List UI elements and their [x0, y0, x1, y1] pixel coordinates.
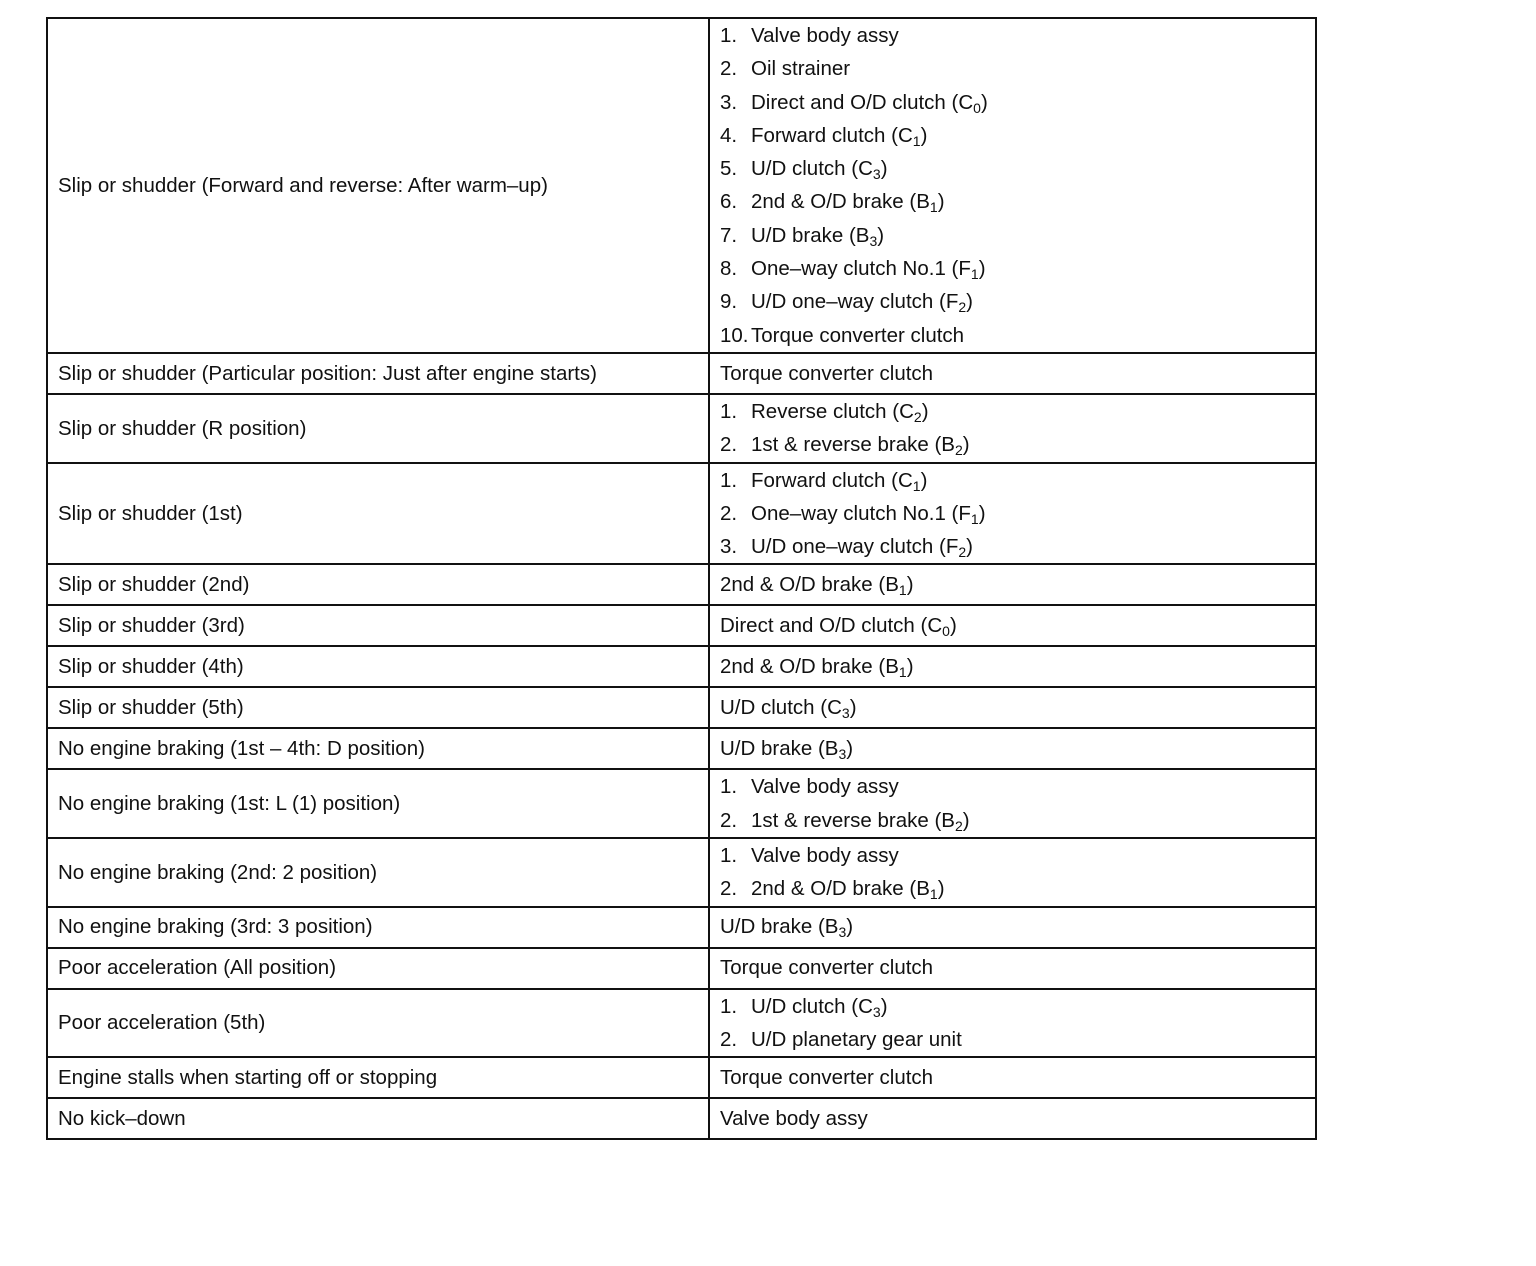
- part-paren: ): [880, 994, 888, 1018]
- symptom-cell: No engine braking (3rd: 3 position): [47, 907, 709, 948]
- part-subscript: 0: [973, 99, 981, 116]
- part-subscript: 3: [872, 1003, 881, 1020]
- part-item: [720, 650, 1315, 683]
- suspected-part-cell: [709, 687, 1316, 728]
- part-paren: ): [937, 877, 945, 901]
- suspected-part-cell: [709, 18, 1316, 353]
- part-number: 1.: [720, 994, 738, 1018]
- part-paren: ): [978, 501, 986, 525]
- part-paren: ): [846, 915, 854, 939]
- part-paren: ): [966, 290, 973, 314]
- part-number: 8.: [720, 257, 738, 281]
- part-name: Valve body assy: [751, 24, 899, 47]
- table-row: [47, 907, 1316, 948]
- part-name: Direct and O/D clutch (C: [720, 614, 943, 638]
- part-number: 2.: [720, 808, 738, 832]
- part-subscript: 1: [898, 582, 907, 599]
- part-item: [720, 285, 1315, 318]
- part-number: 1.: [720, 844, 738, 868]
- part-name: One–way clutch No.1 (F: [751, 257, 971, 281]
- suspected-part-cell: [709, 394, 1316, 463]
- table-row: [47, 353, 1316, 394]
- part-number: 1.: [720, 775, 738, 799]
- suspected-part-cell: [709, 1098, 1316, 1139]
- part-item: [720, 910, 1315, 943]
- part-subscript: 1: [912, 132, 921, 149]
- part-subscript: 3: [872, 166, 881, 183]
- part-paren: ): [846, 737, 854, 761]
- part-name: U/D planetary gear unit: [751, 1027, 962, 1051]
- part-name: 2nd & O/D brake (B: [720, 655, 899, 679]
- part-paren: ): [921, 399, 929, 423]
- part-item: [720, 804, 1315, 837]
- part-number: 1.: [720, 24, 738, 47]
- symptom-cell: Slip or shudder (R position): [47, 394, 709, 463]
- table-row: [47, 948, 1316, 989]
- part-number: 10.: [720, 323, 749, 347]
- part-item: [720, 464, 1315, 497]
- part-subscript: 1: [912, 477, 921, 494]
- suspected-part-cell: [709, 605, 1316, 646]
- part-paren: ): [962, 808, 970, 832]
- part-item: [720, 119, 1315, 152]
- part-name: Forward clutch (C: [751, 468, 913, 492]
- suspected-part-cell: [709, 838, 1316, 907]
- part-name: U/D clutch (C: [751, 157, 873, 181]
- part-number: 5.: [720, 157, 738, 181]
- part-name: Torque converter clutch: [720, 361, 934, 385]
- symptom-cell: Slip or shudder (1st): [47, 463, 709, 565]
- suspected-part-cell: [709, 769, 1316, 838]
- symptom-cell: No engine braking (1st: L (1) position): [47, 769, 709, 838]
- part-number: 1.: [720, 399, 738, 423]
- part-paren: ): [849, 696, 857, 720]
- table-row: [47, 769, 1316, 838]
- part-number: 9.: [720, 290, 738, 314]
- table-row: [47, 1098, 1316, 1139]
- suspected-part-cell: [709, 353, 1316, 394]
- part-subscript: 1: [898, 664, 907, 681]
- part-subscript: 2: [954, 442, 963, 459]
- part-number: 2.: [720, 501, 738, 525]
- symptom-cell: Slip or shudder (3rd): [47, 605, 709, 646]
- part-name: 1st & reverse brake (B: [751, 808, 955, 832]
- part-name: Torque converter clutch: [720, 956, 934, 980]
- table-row: [47, 646, 1316, 687]
- part-name: Reverse clutch (C: [751, 399, 914, 423]
- symptom-cell: No kick–down: [47, 1098, 709, 1139]
- part-item: [720, 691, 1315, 724]
- symptom-cell: No engine braking (1st – 4th: D position): [47, 728, 709, 769]
- part-name: U/D brake (B: [751, 223, 870, 247]
- symptom-cell: Slip or shudder (5th): [47, 687, 709, 728]
- diagnosis-table: [46, 17, 1317, 1140]
- table-row: [47, 18, 1316, 353]
- part-item: [720, 568, 1315, 601]
- part-item: [720, 219, 1315, 252]
- table-row: [47, 838, 1316, 907]
- part-name: U/D one–way clutch (F: [751, 290, 959, 314]
- part-subscript: 0: [942, 623, 950, 640]
- table-row: [47, 605, 1316, 646]
- part-subscript: 2: [958, 299, 967, 316]
- diagnosis-table-body: [47, 18, 1316, 1139]
- part-subscript: 2: [958, 544, 967, 561]
- part-item: [720, 1023, 1315, 1056]
- part-paren: ): [937, 190, 945, 214]
- part-name: Valve body assy: [751, 775, 899, 799]
- suspected-part-cell: [709, 463, 1316, 565]
- part-item: [720, 497, 1315, 530]
- part-subscript: 3: [838, 746, 847, 763]
- part-subscript: 3: [838, 924, 847, 941]
- part-item: [720, 319, 1315, 352]
- part-name: Torque converter clutch: [720, 1066, 934, 1090]
- part-name: Valve body assy: [720, 1107, 868, 1131]
- part-item: [720, 152, 1315, 185]
- suspected-part-cell: [709, 948, 1316, 989]
- part-number: 4.: [720, 123, 738, 147]
- part-paren: ): [978, 257, 986, 281]
- part-item: [720, 86, 1315, 119]
- part-subscript: 2: [913, 408, 922, 425]
- table-row: [47, 463, 1316, 565]
- suspected-part-cell: [709, 1057, 1316, 1098]
- part-number: 2.: [720, 57, 738, 81]
- part-item: [720, 19, 1315, 52]
- part-name: U/D brake (B: [720, 737, 839, 761]
- symptom-cell: Poor acceleration (All position): [47, 948, 709, 989]
- part-paren: ): [906, 573, 914, 597]
- part-item: [720, 770, 1315, 803]
- part-name: 2nd & O/D brake (B: [720, 573, 899, 597]
- part-item: [720, 395, 1315, 428]
- symptom-cell: Slip or shudder (Forward and reverse: After warm–up): [47, 18, 709, 353]
- table-row: [47, 564, 1316, 605]
- part-paren: ): [980, 90, 988, 114]
- part-paren: ): [880, 157, 888, 181]
- part-item: [720, 185, 1315, 218]
- part-paren: ): [920, 123, 928, 147]
- symptom-cell: Engine stalls when starting off or stopping: [47, 1057, 709, 1098]
- part-name: Torque converter clutch: [751, 323, 965, 347]
- part-number: 3.: [720, 90, 738, 114]
- part-item: [720, 609, 1315, 642]
- suspected-part-cell: [709, 564, 1316, 605]
- symptom-cell: Poor acceleration (5th): [47, 989, 709, 1058]
- part-name: Oil strainer: [751, 57, 851, 81]
- table-row: [47, 687, 1316, 728]
- part-item: [720, 872, 1315, 905]
- symptom-cell: No engine braking (2nd: 2 position): [47, 838, 709, 907]
- part-name: U/D clutch (C: [751, 994, 873, 1018]
- part-name: 1st & reverse brake (B: [751, 433, 955, 457]
- table-row: [47, 1057, 1316, 1098]
- part-number: 2.: [720, 877, 738, 901]
- part-item: [720, 1061, 1315, 1094]
- part-subscript: 1: [929, 199, 938, 216]
- part-number: 1.: [720, 468, 738, 492]
- part-subscript: 1: [970, 510, 979, 527]
- table-row: [47, 728, 1316, 769]
- part-subscript: 1: [929, 886, 938, 903]
- part-paren: ): [920, 468, 928, 492]
- part-subscript: 2: [954, 817, 963, 834]
- suspected-part-cell: [709, 907, 1316, 948]
- part-item: [720, 951, 1315, 984]
- part-paren: ): [966, 535, 973, 559]
- suspected-part-cell: [709, 646, 1316, 687]
- part-item: [720, 732, 1315, 765]
- part-subscript: 3: [869, 232, 878, 249]
- symptom-cell: Slip or shudder (Particular position: Just after engine starts): [47, 353, 709, 394]
- part-item: [720, 357, 1315, 390]
- table-row: [47, 989, 1316, 1058]
- part-subscript: 3: [841, 705, 850, 722]
- part-name: 2nd & O/D brake (B: [751, 877, 930, 901]
- part-number: 7.: [720, 223, 738, 247]
- part-item: [720, 839, 1315, 872]
- suspected-part-cell: [709, 728, 1316, 769]
- part-number: 3.: [720, 535, 738, 559]
- part-paren: ): [962, 433, 970, 457]
- part-name: U/D one–way clutch (F: [751, 535, 959, 559]
- part-subscript: 1: [970, 266, 979, 283]
- suspected-part-cell: [709, 989, 1316, 1058]
- part-name: 2nd & O/D brake (B: [751, 190, 930, 214]
- part-item: [720, 530, 1315, 563]
- part-paren: ): [877, 223, 885, 247]
- symptom-cell: Slip or shudder (2nd): [47, 564, 709, 605]
- part-name: Forward clutch (C: [751, 123, 913, 147]
- part-number: 6.: [720, 190, 738, 214]
- symptom-cell: Slip or shudder (4th): [47, 646, 709, 687]
- part-item: [720, 52, 1315, 85]
- part-name: One–way clutch No.1 (F: [751, 501, 971, 525]
- part-item: [720, 990, 1315, 1023]
- part-name: Direct and O/D clutch (C: [751, 90, 974, 114]
- part-paren: ): [949, 614, 957, 638]
- part-name: U/D clutch (C: [720, 696, 842, 720]
- part-number: 2.: [720, 1027, 738, 1051]
- table-row: [47, 394, 1316, 463]
- part-name: U/D brake (B: [720, 915, 839, 939]
- part-name: Valve body assy: [751, 844, 899, 868]
- part-item: [720, 252, 1315, 285]
- part-item: [720, 428, 1315, 461]
- part-item: [720, 1102, 1315, 1135]
- part-number: 2.: [720, 433, 738, 457]
- part-paren: ): [906, 655, 914, 679]
